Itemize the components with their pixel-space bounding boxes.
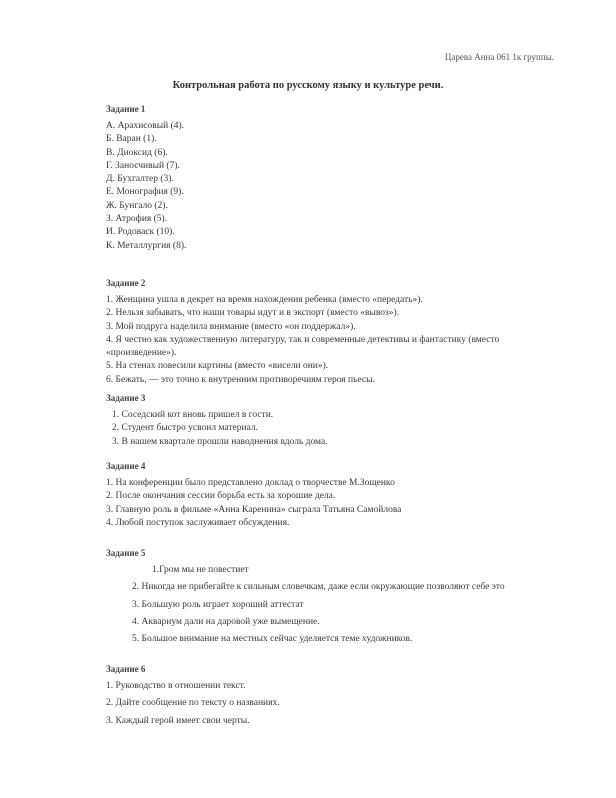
list-item: 3. Мой подруга наделила внимание (вместо «он поддержал»). [106, 321, 356, 332]
list-item: Б. Варан (1). [106, 134, 157, 145]
list-item: 2. Никогда не прибегайте к сильным словечкам, даже если окружающие позволяют себе это [132, 582, 505, 593]
list-item: И. Родоваск (10). [106, 227, 175, 238]
list-item: Ж. Бунгало (2). [106, 200, 168, 211]
list-item: 4. Любой поступок заслуживает обсуждения. [106, 517, 290, 528]
list-item: 1. Руководство в отношении текст. [106, 681, 246, 691]
list-item: 1.Гром мы не повестиет [152, 565, 249, 575]
task-2-section [106, 278, 566, 387]
list-item: 3. Главную роль в фильме «Анна Каренина» сыграла Татьяна Самойлова [106, 504, 402, 515]
task-5-heading: Задание 5 [106, 548, 146, 558]
task-3-section [106, 393, 566, 449]
task-3-heading: Задание 3 [106, 393, 146, 403]
list-item: 3. В нашем квартале прошли наводнения вдоль дома. [112, 436, 328, 447]
list-item: 1. Женщина ушла в декрет на время нахождения ребенка (вместо «передать»). [106, 295, 423, 305]
list-item: А. Арахисовый (4). [106, 121, 185, 131]
list-item: 2. Студент быстро усвоил материал. [112, 423, 258, 434]
list-item: Г. Заносчивый (7). [106, 160, 180, 171]
list-item: 6. Бежать, — это точно к внутренним противоречиям героя пьесы. [106, 374, 375, 385]
list-item: 2. После окончания сессии борьба есть за хорошие дела. [106, 491, 336, 502]
task-1-section [106, 104, 566, 253]
list-item: В. Диоксид (6). [106, 147, 168, 158]
task-1-heading: Задание 1 [106, 104, 146, 114]
list-item: Е. Монография (9). [106, 187, 184, 198]
task-5-section [106, 548, 566, 646]
task-6-section [106, 664, 566, 728]
list-item: 2. Нельзя забывать, что наши товары идут и в экспорт (вместо «вывоз»). [106, 308, 400, 319]
list-item: З. Атрофия (5). [106, 214, 168, 225]
list-item: К. Металлургия (8). [106, 240, 187, 251]
list-item: 3. Большую роль играет хороший аттестат [132, 599, 304, 610]
list-item: 3. Каждый герой имеет свои черты. [106, 715, 250, 726]
list-item: 2. Дайте сообщение по тексту о названиях. [106, 698, 280, 709]
list-item: Д. Бухгалтер (3). [106, 174, 174, 185]
author-line: Царева Анна 061 1к группы. [444, 52, 554, 62]
list-item: 4. Я честно как художественную литературу, так и современные детективы и фантастику (вместо «произведение»). [106, 334, 500, 359]
task-2-heading: Задание 2 [106, 278, 146, 288]
list-item: 4. Аквариум дали на даровой уже вымещение. [132, 616, 320, 627]
task-4-heading: Задание 4 [106, 461, 146, 471]
task-6-heading: Задание 6 [106, 664, 146, 674]
document-title: Контрольная работа по русскому языку и культуре речи. [172, 80, 444, 91]
list-item: 1. Соседский кот вновь пришел в гости. [112, 410, 274, 420]
list-item: 1. На конференции было представлено доклад о творчестве М.Зощенко [106, 478, 395, 488]
list-item: 5. Большое внимание на местных сейчас уделяется теме художников. [132, 634, 413, 645]
task-4-section [106, 461, 566, 530]
list-item: 5. На стенах повесили картины (вместо «висели они»). [106, 361, 329, 372]
